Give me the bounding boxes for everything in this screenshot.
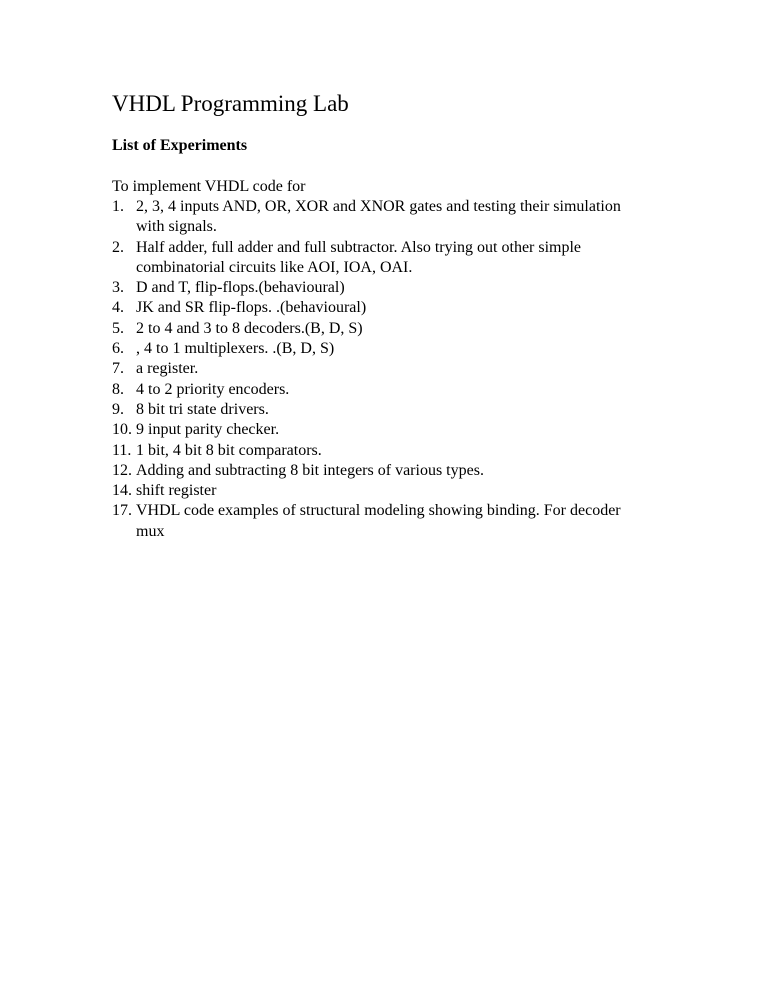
list-item <box>112 339 632 359</box>
item-text: JK and SR flip-flops. .(behavioural) <box>136 299 367 317</box>
item-text: 2 to 4 and 3 to 8 decoders.(B, D, S) <box>136 319 363 337</box>
item-text: 9 input parity checker. <box>136 421 280 439</box>
item-number: 17. <box>112 502 132 520</box>
experiment-list <box>112 197 632 542</box>
item-text: Half adder, full adder and full subtractor. Also trying out other simple combinatorial circuits like AOI, IOA, OAI. <box>136 238 582 276</box>
item-number: 3. <box>112 279 124 297</box>
list-item <box>112 359 632 379</box>
item-number: 5. <box>112 319 124 337</box>
item-text: VHDL code examples of structural modeling showing binding. For decoder mux <box>136 502 621 540</box>
section-heading: List of Experiments <box>112 137 248 154</box>
item-text: 2, 3, 4 inputs AND, OR, XOR and XNOR gates and testing their simulation with signals. <box>136 198 621 236</box>
list-item <box>112 278 632 298</box>
item-text: 1 bit, 4 bit 8 bit comparators. <box>136 441 322 459</box>
list-item <box>112 298 632 318</box>
item-number: 8. <box>112 380 124 398</box>
list-item <box>112 319 632 339</box>
item-number: 2. <box>112 238 124 256</box>
item-text: Adding and subtracting 8 bit integers of various types. <box>136 461 484 479</box>
list-item <box>112 420 632 440</box>
item-number: 14. <box>112 482 132 500</box>
item-text: a register. <box>136 360 199 378</box>
intro-text: To implement VHDL code for <box>112 178 306 195</box>
item-number: 7. <box>112 360 124 378</box>
item-text: 8 bit tri state drivers. <box>136 400 269 418</box>
list-item <box>112 197 632 238</box>
item-number: 11. <box>112 441 132 459</box>
item-text: 4 to 2 priority encoders. <box>136 380 290 398</box>
item-number: 1. <box>112 198 124 215</box>
item-number: 4. <box>112 299 124 317</box>
list-item <box>112 461 632 481</box>
item-text: D and T, flip-flops.(behavioural) <box>136 279 345 297</box>
item-text: shift register <box>136 482 217 500</box>
item-number: 10. <box>112 421 132 439</box>
item-number: 12. <box>112 461 132 479</box>
item-number: 6. <box>112 340 124 358</box>
list-item <box>112 238 632 279</box>
list-item <box>112 441 632 461</box>
list-item <box>112 380 632 400</box>
list-item <box>112 481 632 501</box>
list-item <box>112 400 632 420</box>
item-text: , 4 to 1 multiplexers. .(B, D, S) <box>136 340 335 358</box>
list-item <box>112 501 632 542</box>
item-number: 9. <box>112 400 124 418</box>
page-title: VHDL Programming Lab <box>112 91 349 116</box>
